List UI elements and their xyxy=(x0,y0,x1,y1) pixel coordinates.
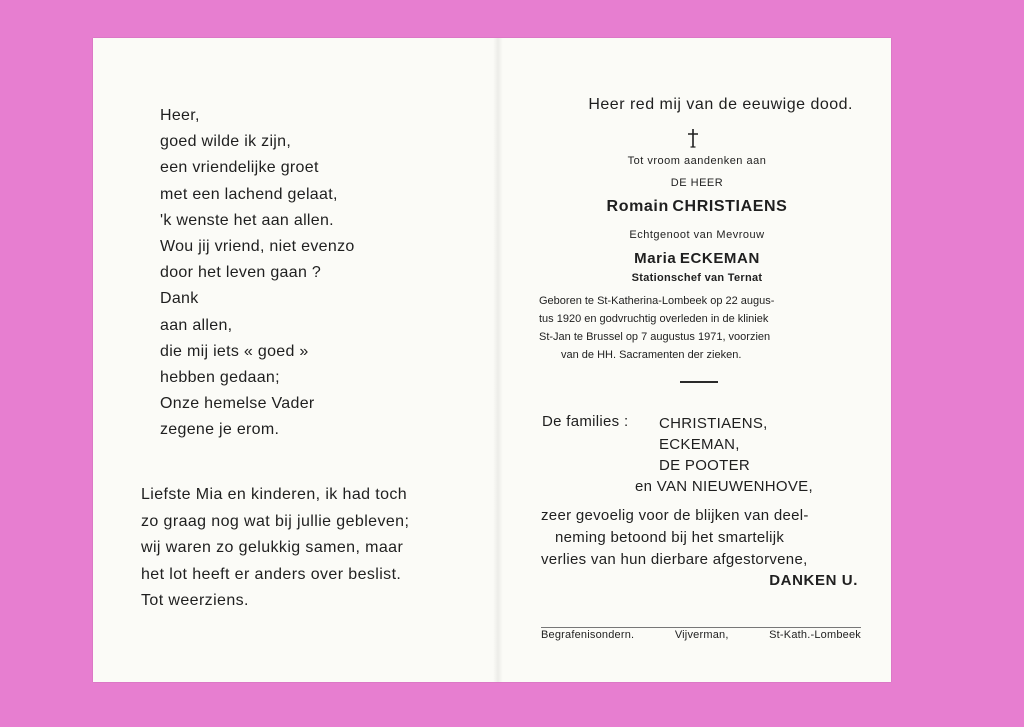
farewell-line: wij waren zo gelukkig samen, maar xyxy=(141,539,404,556)
footer-undertaker: Begrafenisondern. xyxy=(541,629,635,641)
deceased-last-name: CHRISTIAENS xyxy=(672,198,788,215)
spouse-first-name: Maria xyxy=(634,250,677,267)
poem-line: goed wilde ik zijn, xyxy=(160,133,292,151)
farewell-line: zo graag nog wat bij jullie gebleven; xyxy=(141,512,410,530)
poem xyxy=(160,103,355,443)
farewell-line: Liefste Mia en kinderen, ik had toch xyxy=(141,486,408,503)
farewell-line: Tot weerziens. xyxy=(141,592,249,609)
occupation: Stationschef van Ternat xyxy=(631,272,763,284)
poem-line: een vriendelijke groet xyxy=(160,159,319,177)
poem-line: 'k wenste het aan allen. xyxy=(160,211,334,229)
spouse-last-name: ECKEMAN xyxy=(679,250,760,267)
details-line: St-Jan te Brussel op 7 augustus 1971, voorzien xyxy=(539,331,771,343)
families-list xyxy=(635,413,813,497)
memorial-card xyxy=(93,38,891,682)
footer-divider xyxy=(541,627,861,628)
life-details xyxy=(539,292,857,364)
details-line: tus 1920 en godvruchtig overleden in de kliniek xyxy=(539,313,769,325)
farewell-message xyxy=(141,482,409,615)
in-memory-text: Tot vroom aandenken aan xyxy=(627,155,767,167)
family-name: CHRISTIAENS, xyxy=(659,415,768,432)
families-label: De families : xyxy=(542,413,629,430)
poem-line: Onze hemelse Vader xyxy=(160,395,315,413)
spouse-name xyxy=(503,250,891,267)
poem-line: Heer, xyxy=(160,107,200,124)
poem-line: hebben gedaan; xyxy=(160,368,280,386)
family-name: DE POOTER xyxy=(659,457,751,474)
danken-u: DANKEN U. xyxy=(769,572,858,589)
footer xyxy=(541,629,861,641)
title-text: DE HEER xyxy=(670,177,724,189)
right-panel xyxy=(503,38,891,682)
thanks-line: verlies van hun dierbare afgestorvene, xyxy=(541,551,808,568)
poem-line: Wou jij vriend, niet evenzo xyxy=(160,237,355,255)
details-line: van de HH. Sacramenten der zieken. xyxy=(561,349,742,361)
spouse-intro: Echtgenoot van Mevrouw xyxy=(629,229,765,241)
left-panel xyxy=(93,38,493,682)
footer-place: St-Kath.-Lombeek xyxy=(769,629,861,641)
thanks-text xyxy=(541,505,809,571)
deceased-name xyxy=(503,198,891,216)
poem-line: zegene je erom. xyxy=(160,421,280,439)
thanks-line: zeer gevoelig voor de blijken van deel- xyxy=(541,507,809,524)
details-line: Geboren te St-Katherina-Lombeek op 22 augus- xyxy=(539,295,775,307)
farewell-line: het lot heeft er anders over beslist. xyxy=(141,565,402,583)
family-name: en VAN NIEUWENHOVE, xyxy=(635,478,813,495)
poem-line: met een lachend gelaat, xyxy=(160,185,338,203)
cross-icon xyxy=(686,128,700,148)
footer-name: Vijverman, xyxy=(674,629,729,641)
card-fold xyxy=(493,38,503,682)
thanks-line: neming betoond bij het smartelijk xyxy=(555,529,785,546)
poem-line: Dank xyxy=(160,290,199,308)
poem-line: die mij iets « goed » xyxy=(160,342,309,360)
poem-line: aan allen, xyxy=(160,316,233,334)
deceased-first-name: Romain xyxy=(606,198,669,215)
divider xyxy=(680,381,718,383)
motto: Heer red mij van de eeuwige dood. xyxy=(588,96,853,113)
family-name: ECKEMAN, xyxy=(659,436,740,453)
poem-line: door het leven gaan ? xyxy=(160,264,322,282)
